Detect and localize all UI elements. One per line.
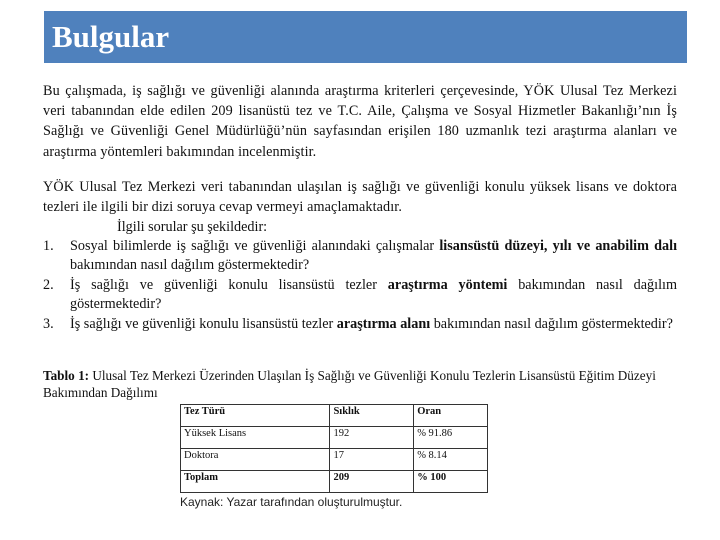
question-emphasis: araştırma alanı [336,316,431,332]
table-cell: Yüksek Lisans [181,427,330,449]
question-text: bakımından nasıl dağılım göstermektedir? [70,277,678,312]
slide-title: Bulgular [52,19,170,54]
table-caption-text: Ulusal Tez Merkezi Üzerinden Ulaşılan İş Sağlığı ve Güvenliği Konulu Tezlerin Lisansüstü Eğitim Düzeyi Bakımından Dağılımı [43,368,656,400]
question-text: bakımından nasıl dağılım göstermektedir? [430,316,673,332]
table-cell: Toplam [181,471,330,493]
intro-paragraph: Bu çalışmada, iş sağlığı ve güvenliği alanında araştırma kriterleri çerçevesinde, YÖK Ulusal Tez Merkezi veri tabanından elde edilen 209 lisanüstü tez ve T.C. Aile, Çalışma ve Sosyal Hizmetler Bakanlığı’nın İş Sağlığı ve Güvenliği Genel Müdürlüğü’nün sayfasından erişilen 180 uzmanlık tezi araştırma alanları ve araştırma yöntemleri bakımından incelenmiştir. [43,83,677,160]
table-caption-label: Tablo 1: [43,368,90,383]
header-cell-ratio: Oran [414,405,488,427]
table-cell: % 100 [414,471,488,493]
table-cell: Doktora [181,449,330,471]
research-questions-list [43,237,677,335]
table-row [181,449,488,471]
questions-intro: İlgili sorular şu şekildedir: [117,219,268,235]
research-question [43,276,677,314]
question-number: 3. [43,316,54,332]
table-cell: 17 [330,449,414,471]
slide-header-bar [44,11,687,63]
question-emphasis: lisansüstü düzeyi, yılı ve anabilim dalı [439,238,678,254]
table-caption [43,367,679,401]
table-cell: 209 [330,471,414,493]
header-cell-thesis-type: Tez Türü [181,405,330,427]
research-question [43,237,677,275]
table-total-row [181,471,488,493]
question-emphasis: araştırma yöntemi [387,277,508,293]
research-question [43,315,677,334]
question-text: İş sağlığı ve güvenliği konulu lisansüstü tezler [70,316,337,332]
table-cell: % 8.14 [414,449,488,471]
question-text: Sosyal bilimlerde iş sağlığı ve güvenliği alanındaki çalışmalar [70,238,440,254]
question-text: İş sağlığı ve güvenliği konulu lisansüstü tezler [70,277,388,293]
table-cell: 192 [330,427,414,449]
question-number: 1. [43,238,54,254]
question-number: 2. [43,277,54,293]
question-text: bakımından nasıl dağılım göstermektedir? [70,257,310,273]
table-header-row [181,405,488,427]
aim-paragraph: YÖK Ulusal Tez Merkezi veri tabanından ulaşılan iş sağlığı ve güvenliği konulu yüksek lisans ve doktora tezleri ile ilgili bir dizi soruya cevap vermeyi amaçlamaktadır. [43,179,677,216]
header-cell-frequency: Sıklık [330,405,414,427]
table-row [181,427,488,449]
thesis-distribution-table [180,404,488,493]
table-cell: % 91.86 [414,427,488,449]
table-source-note: Kaynak: Yazar tarafından oluşturulmuştur. [180,495,403,509]
